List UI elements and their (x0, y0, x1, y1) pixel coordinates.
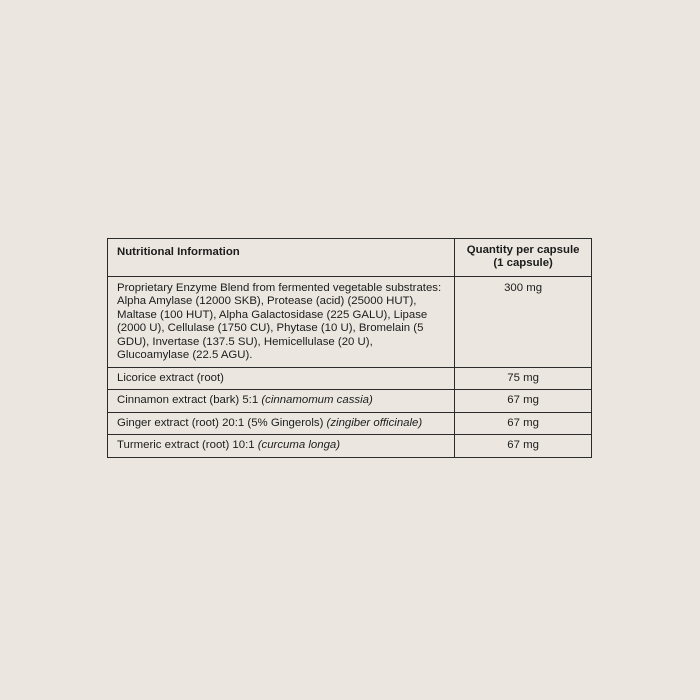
quantity-cell (455, 390, 592, 412)
header-quantity-line1: Quantity per capsule (466, 244, 580, 256)
ingredient-name: Ginger extract (root) 20:1 (5% Gingerols) (117, 416, 327, 429)
quantity-cell (455, 435, 592, 457)
ingredient-name: Cinnamon extract (bark) 5:1 (117, 394, 262, 407)
header-quantity-line2: (1 capsule) (493, 257, 553, 270)
ingredient-name: Turmeric extract (root) 10:1 (117, 439, 258, 452)
ingredient-cell (108, 412, 455, 434)
table-row (108, 390, 592, 412)
table-row (108, 277, 592, 368)
ingredient-latin-name: (curcuma longa) (257, 439, 341, 452)
quantity-value: 67 mg (507, 394, 539, 407)
ingredient-cell (108, 277, 455, 368)
quantity-value: 300 mg (504, 282, 543, 294)
table-row (108, 412, 592, 434)
quantity-value: 67 mg (507, 416, 539, 429)
ingredient-cell (108, 390, 455, 412)
quantity-value: 75 mg (507, 372, 539, 384)
quantity-cell (455, 412, 592, 434)
header-quantity (455, 239, 592, 277)
quantity-value: 67 mg (507, 439, 539, 452)
header-quantity-label (455, 239, 591, 275)
ingredient-latin-name: (cinnamomum cassia) (261, 394, 373, 407)
quantity-cell (455, 277, 592, 368)
table-row (108, 435, 592, 457)
ingredient-name: Licorice extract (root) (117, 372, 224, 384)
header-name-label: Nutritional Information (117, 246, 240, 258)
nutritional-information-table (107, 238, 592, 458)
ingredient-latin-name: (zingiber officinale) (326, 416, 423, 429)
ingredient-name: Proprietary Enzyme Blend from fermented vegetable substrates: Alpha Amylase (12000 SKB), Protease (acid) (25000 HUT), Maltase (100 HUT), Alpha Galactosidase (225 GALU), Lipase (2000 U), Cellulase (1750 CU), Phytase (10 U), Bromelain (5 GDU), Invertase (137.5 SU), Hemicellulase (20 U), Glucoamylase (22.5 AGU). (117, 282, 442, 362)
header-nutritional-information (108, 239, 455, 277)
table-row (108, 368, 592, 390)
table-header-row (108, 239, 592, 277)
quantity-cell (455, 368, 592, 390)
ingredient-cell (108, 368, 455, 390)
ingredient-cell (108, 435, 455, 457)
